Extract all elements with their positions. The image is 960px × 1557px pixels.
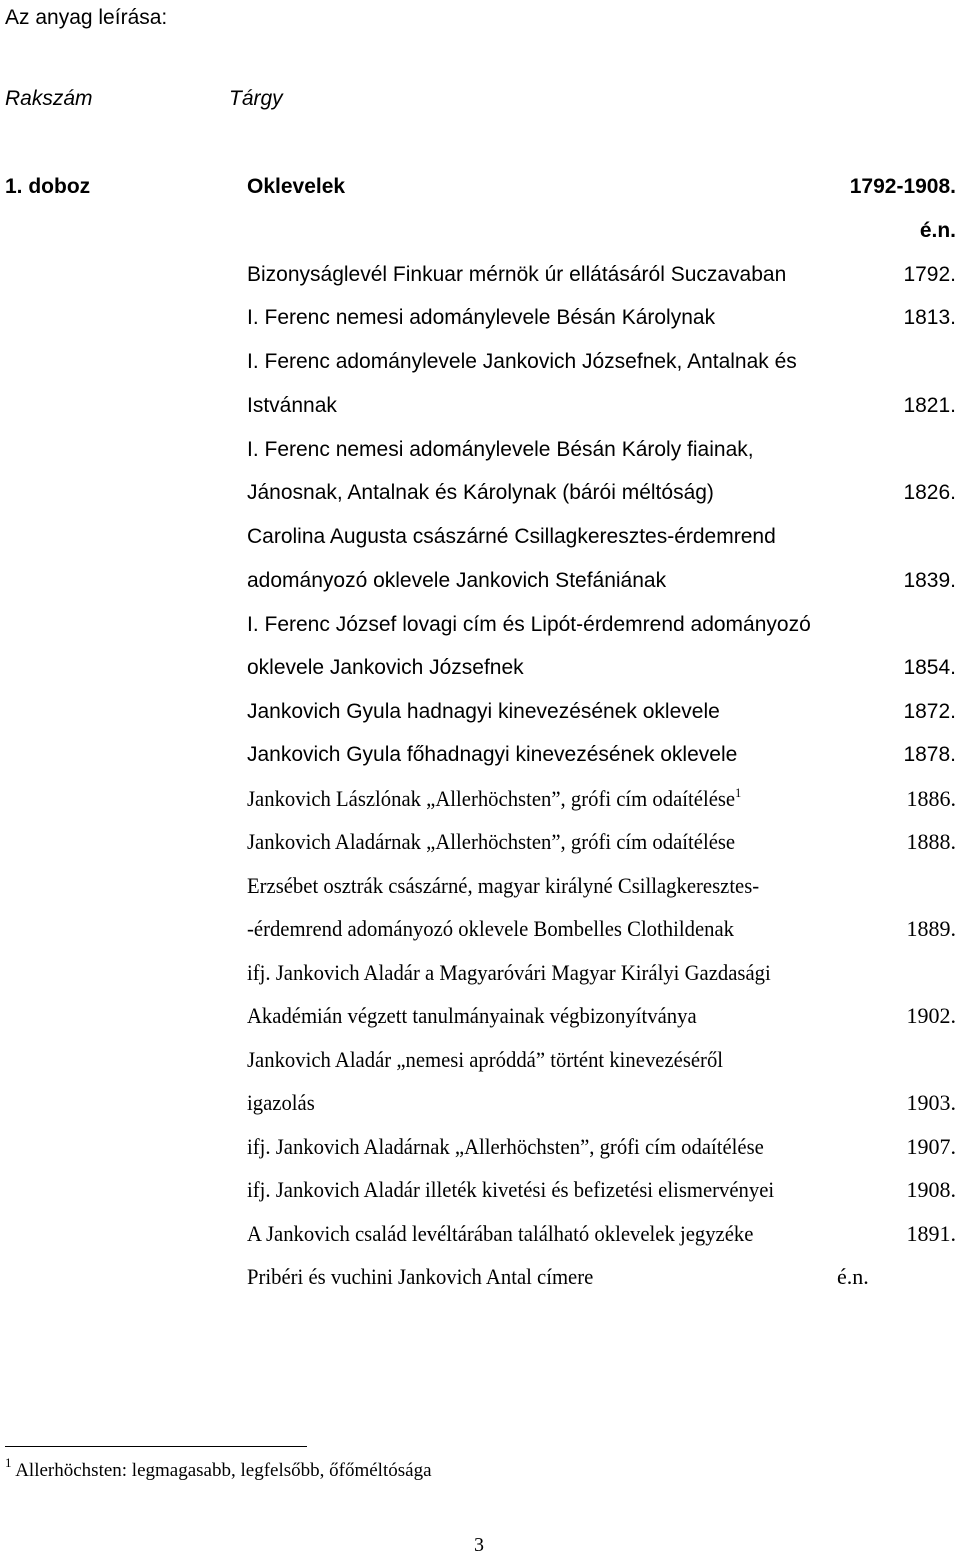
footnote-number: 1 (5, 1455, 12, 1470)
item-text-line: I. Ferenc nemesi adománylevele Bésán Károlynak (247, 306, 716, 329)
item-text-line: ifj. Jankovich Aladár a Magyaróvári Magyar Királyi Gazdasági (247, 960, 771, 985)
item-text-line: adományozó oklevele Jankovich Stefániának (247, 569, 667, 592)
item-year: 1907. (906, 1134, 956, 1159)
column-header-targy: Tárgy (229, 87, 283, 110)
item-year: 1854. (903, 656, 956, 679)
item-year: 1813. (903, 306, 956, 329)
item-text-line: igazolás (247, 1090, 315, 1115)
item-year: 1826. (903, 481, 956, 504)
item-year: 1792. (903, 263, 956, 286)
item-text-line: Istvánnak (247, 394, 337, 417)
item-text-line: I. Ferenc nemesi adománylevele Bésán Károly fiainak, (247, 438, 754, 461)
column-header-rakszam: Rakszám (5, 87, 93, 110)
item-text-line: Bizonyságlevél Finkuar mérnök úr ellátásáról Suczavaban (247, 263, 787, 286)
item-text-line: I. Ferenc adománylevele Jankovich Józsefnek, Antalnak és (247, 350, 797, 373)
item-text-line: Pribéri és vuchini Jankovich Antal címere (247, 1264, 594, 1289)
item-text-line: Jankovich Gyula hadnagyi kinevezésének oklevele (247, 700, 720, 723)
item-year: 1821. (903, 394, 956, 417)
page-number: 3 (474, 1534, 484, 1556)
item-text-line: A Jankovich család levéltárában található oklevelek jegyzéke (247, 1221, 754, 1246)
item-year: 1886. (906, 786, 956, 811)
item-text-line: Jankovich Aladárnak „Allerhöchsten”, grófi cím odaítélése (247, 829, 736, 854)
box-label: 1. doboz (5, 175, 91, 198)
item-year: 1872. (903, 700, 956, 723)
item-text-line: Erzsébet osztrák császárné, magyar királyné Csillagkeresztes- (247, 873, 760, 898)
group-year-range: 1792-1908. (849, 175, 956, 198)
item-text-line: Akadémián végzett tanulmányainak végbizonyítványa (247, 1003, 697, 1028)
footnote-reference: 1 (735, 785, 742, 800)
item-text-line: -érdemrend adományozó oklevele Bombelles Clothildenak (247, 916, 734, 941)
item-year: 1888. (906, 829, 956, 854)
item-text-line: I. Ferenc József lovagi cím és Lipót-érdemrend adományozó (247, 613, 811, 636)
item-text-line: ifj. Jankovich Aladárnak „Allerhöchsten”, grófi cím odaítélése (247, 1134, 764, 1159)
item-text-line: oklevele Jankovich Józsefnek (247, 656, 524, 679)
item-text-line: Jánosnak, Antalnak és Károlynak (bárói méltóság) (247, 481, 714, 504)
item-year: 1839. (903, 569, 956, 592)
item-text-line: Jankovich Aladár „nemesi apróddá” történt kinevezéséről (247, 1047, 724, 1072)
group-title: Oklevelek (247, 175, 346, 198)
item-year: 1891. (906, 1221, 956, 1246)
item-text-line: Jankovich Gyula főhadnagyi kinevezésének oklevele (247, 743, 738, 766)
item-year: 1902. (906, 1003, 956, 1028)
footnote-divider (5, 1446, 307, 1447)
page-heading: Az anyag leírása: (5, 6, 168, 29)
item-year: 1878. (903, 743, 956, 766)
item-text-line: Carolina Augusta császárné Csillagkeresztes-érdemrend (247, 525, 776, 548)
item-text-line: ifj. Jankovich Aladár illeték kivetési és befizetési elismervényei (247, 1177, 775, 1202)
item-year: 1889. (906, 916, 956, 941)
item-year: é.n. (837, 1264, 869, 1289)
footnote-text: Allerhöchsten: legmagasabb, legfelsőbb, őfőméltósága (15, 1460, 432, 1481)
item-year: 1903. (906, 1090, 956, 1115)
item-text-line: Jankovich Lászlónak „Allerhöchsten”, grófi cím odaítélése$^1$ (247, 785, 742, 811)
footnote (5, 1455, 432, 1482)
item-year: 1908. (906, 1177, 956, 1202)
group-undated: é.n. (919, 219, 956, 242)
